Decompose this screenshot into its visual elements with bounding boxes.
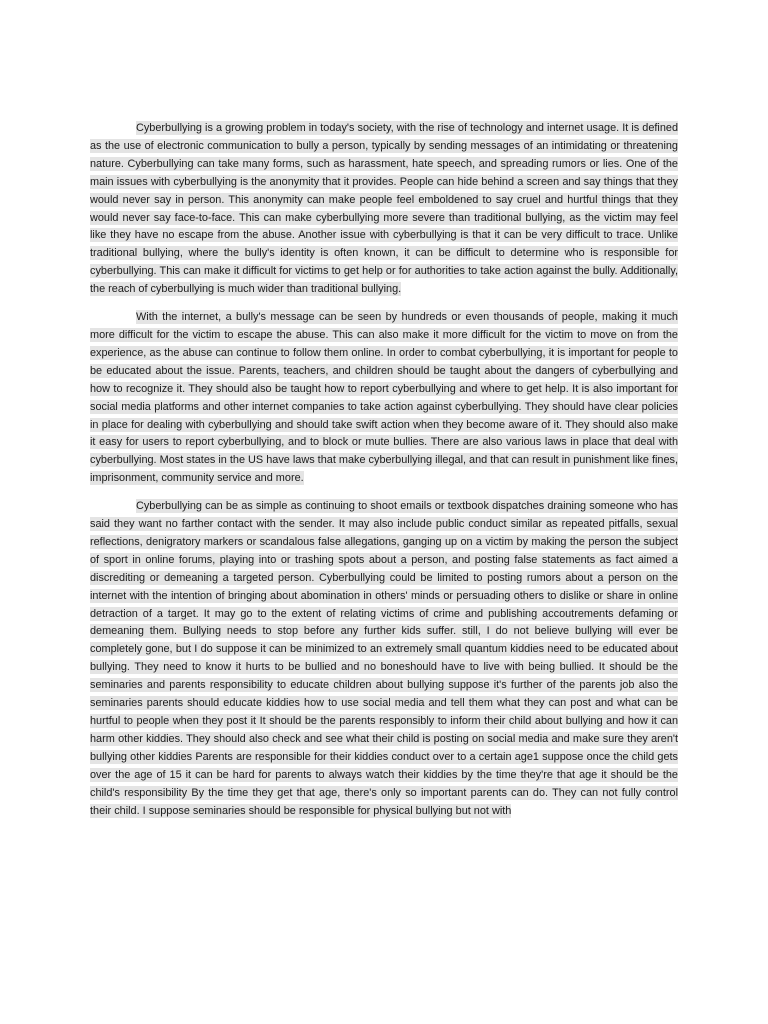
paragraph-3 (90, 498, 678, 820)
paragraph-2 (90, 309, 678, 488)
paragraph-1 (90, 120, 678, 299)
paragraph-2-text: With the internet, a bully's message can be seen by hundreds or even thousands of people, making it much more difficult for the victim to escape the abuse. This can also make it more difficult for the victim to move on from the experience, as the abuse can continue to follow them online. In order to combat cyberbullying, it is important for people to be educated about the issue. Parents, teachers, and children should be taught about the dangers of cyberbullying and how to recognize it. They should also be taught how to report cyberbullying and where to get help. It is also important for social media platforms and other internet companies to take action against cyberbullying. They should have clear policies in place for dealing with cyberbullying and should take swift action when they become aware of it. They should also make it easy for users to report cyberbullying, and to block or mute bullies. There are also various laws in place that deal with cyberbullying. Most states in the US have laws that make cyberbullying illegal, and that can result in punishment like fines, imprisonment, community service and more. (90, 311, 678, 485)
paragraph-3-text: Cyberbullying can be as simple as continuing to shoot emails or textbook dispatches draining someone who has said they want no farther contact with the sender. It may also include public conduct similar as repeated pitfalls, sexual reflections, denigratory markers or scandalous false allegations, ganging up on a victim by making the person the subject of sport in online forums, playing into or trashing spots about a person, and posting false statements as fact aimed a discrediting or demeaning a targeted person. Cyberbullying could be limited to posting rumors about a person on the internet with the intention of bringing about abomination in others' minds or persuading others to dislike or share in online detraction of a target. It may go to the extent of relating victims of crime and publishing accoutrements defaming or demeaning them. Bullying needs to stop before any further kids suffer. still, I do not believe bullying will ever be completely gone, but I do suppose it can be minimized to an extremely small quantum kiddies need to be educated about bullying. They need to know it hurts to be bullied and no boneshould have to live with being bullied. It should be the seminaries and parents responsibility to educate children about bullying suppose it's further of the parents job also the seminaries parents should educate kiddies how to use social media and tell them what they can post and what can be hurtful to people when they post it It should be the parents responsibly to inform their child about bullying and how it can harm other kiddies. They should also check and see what their child is posting on social media and make sure they aren't bullying other kiddies Parents are responsible for their kiddies conduct over to a certain age1 suppose once the child gets over the age of 15 it can be hard for parents to always watch their kiddies by the time they're that age it should be the child's responsibility By the time they get that age, there's only so important parents can do. They can not fully control their child. I suppose seminaries should be responsible for physical bullying but not with (90, 500, 678, 817)
document-body (90, 120, 678, 820)
paragraph-1-text: Cyberbullying is a growing problem in today's society, with the rise of technology and internet usage. It is defined as the use of electronic communication to bully a person, typically by sending messages of an intimidating or threatening nature. Cyberbullying can take many forms, such as harassment, hate speech, and spreading rumors or lies. One of the main issues with cyberbullying is the anonymity that it provides. People can hide behind a screen and say things that they would never say in person. This anonymity can make people feel emboldened to say cruel and hurtful things that they would never say face-to-face. This can make cyberbullying more severe than traditional bullying, as the victim may feel like they have no escape from the abuse. Another issue with cyberbullying is that it can be very difficult to trace. Unlike traditional bullying, where the bully's identity is often known, it can be difficult to determine who is responsible for cyberbullying. This can make it difficult for victims to get help or for authorities to take action against the bully. Additionally, the reach of cyberbullying is much wider than traditional bullying. (90, 122, 678, 296)
